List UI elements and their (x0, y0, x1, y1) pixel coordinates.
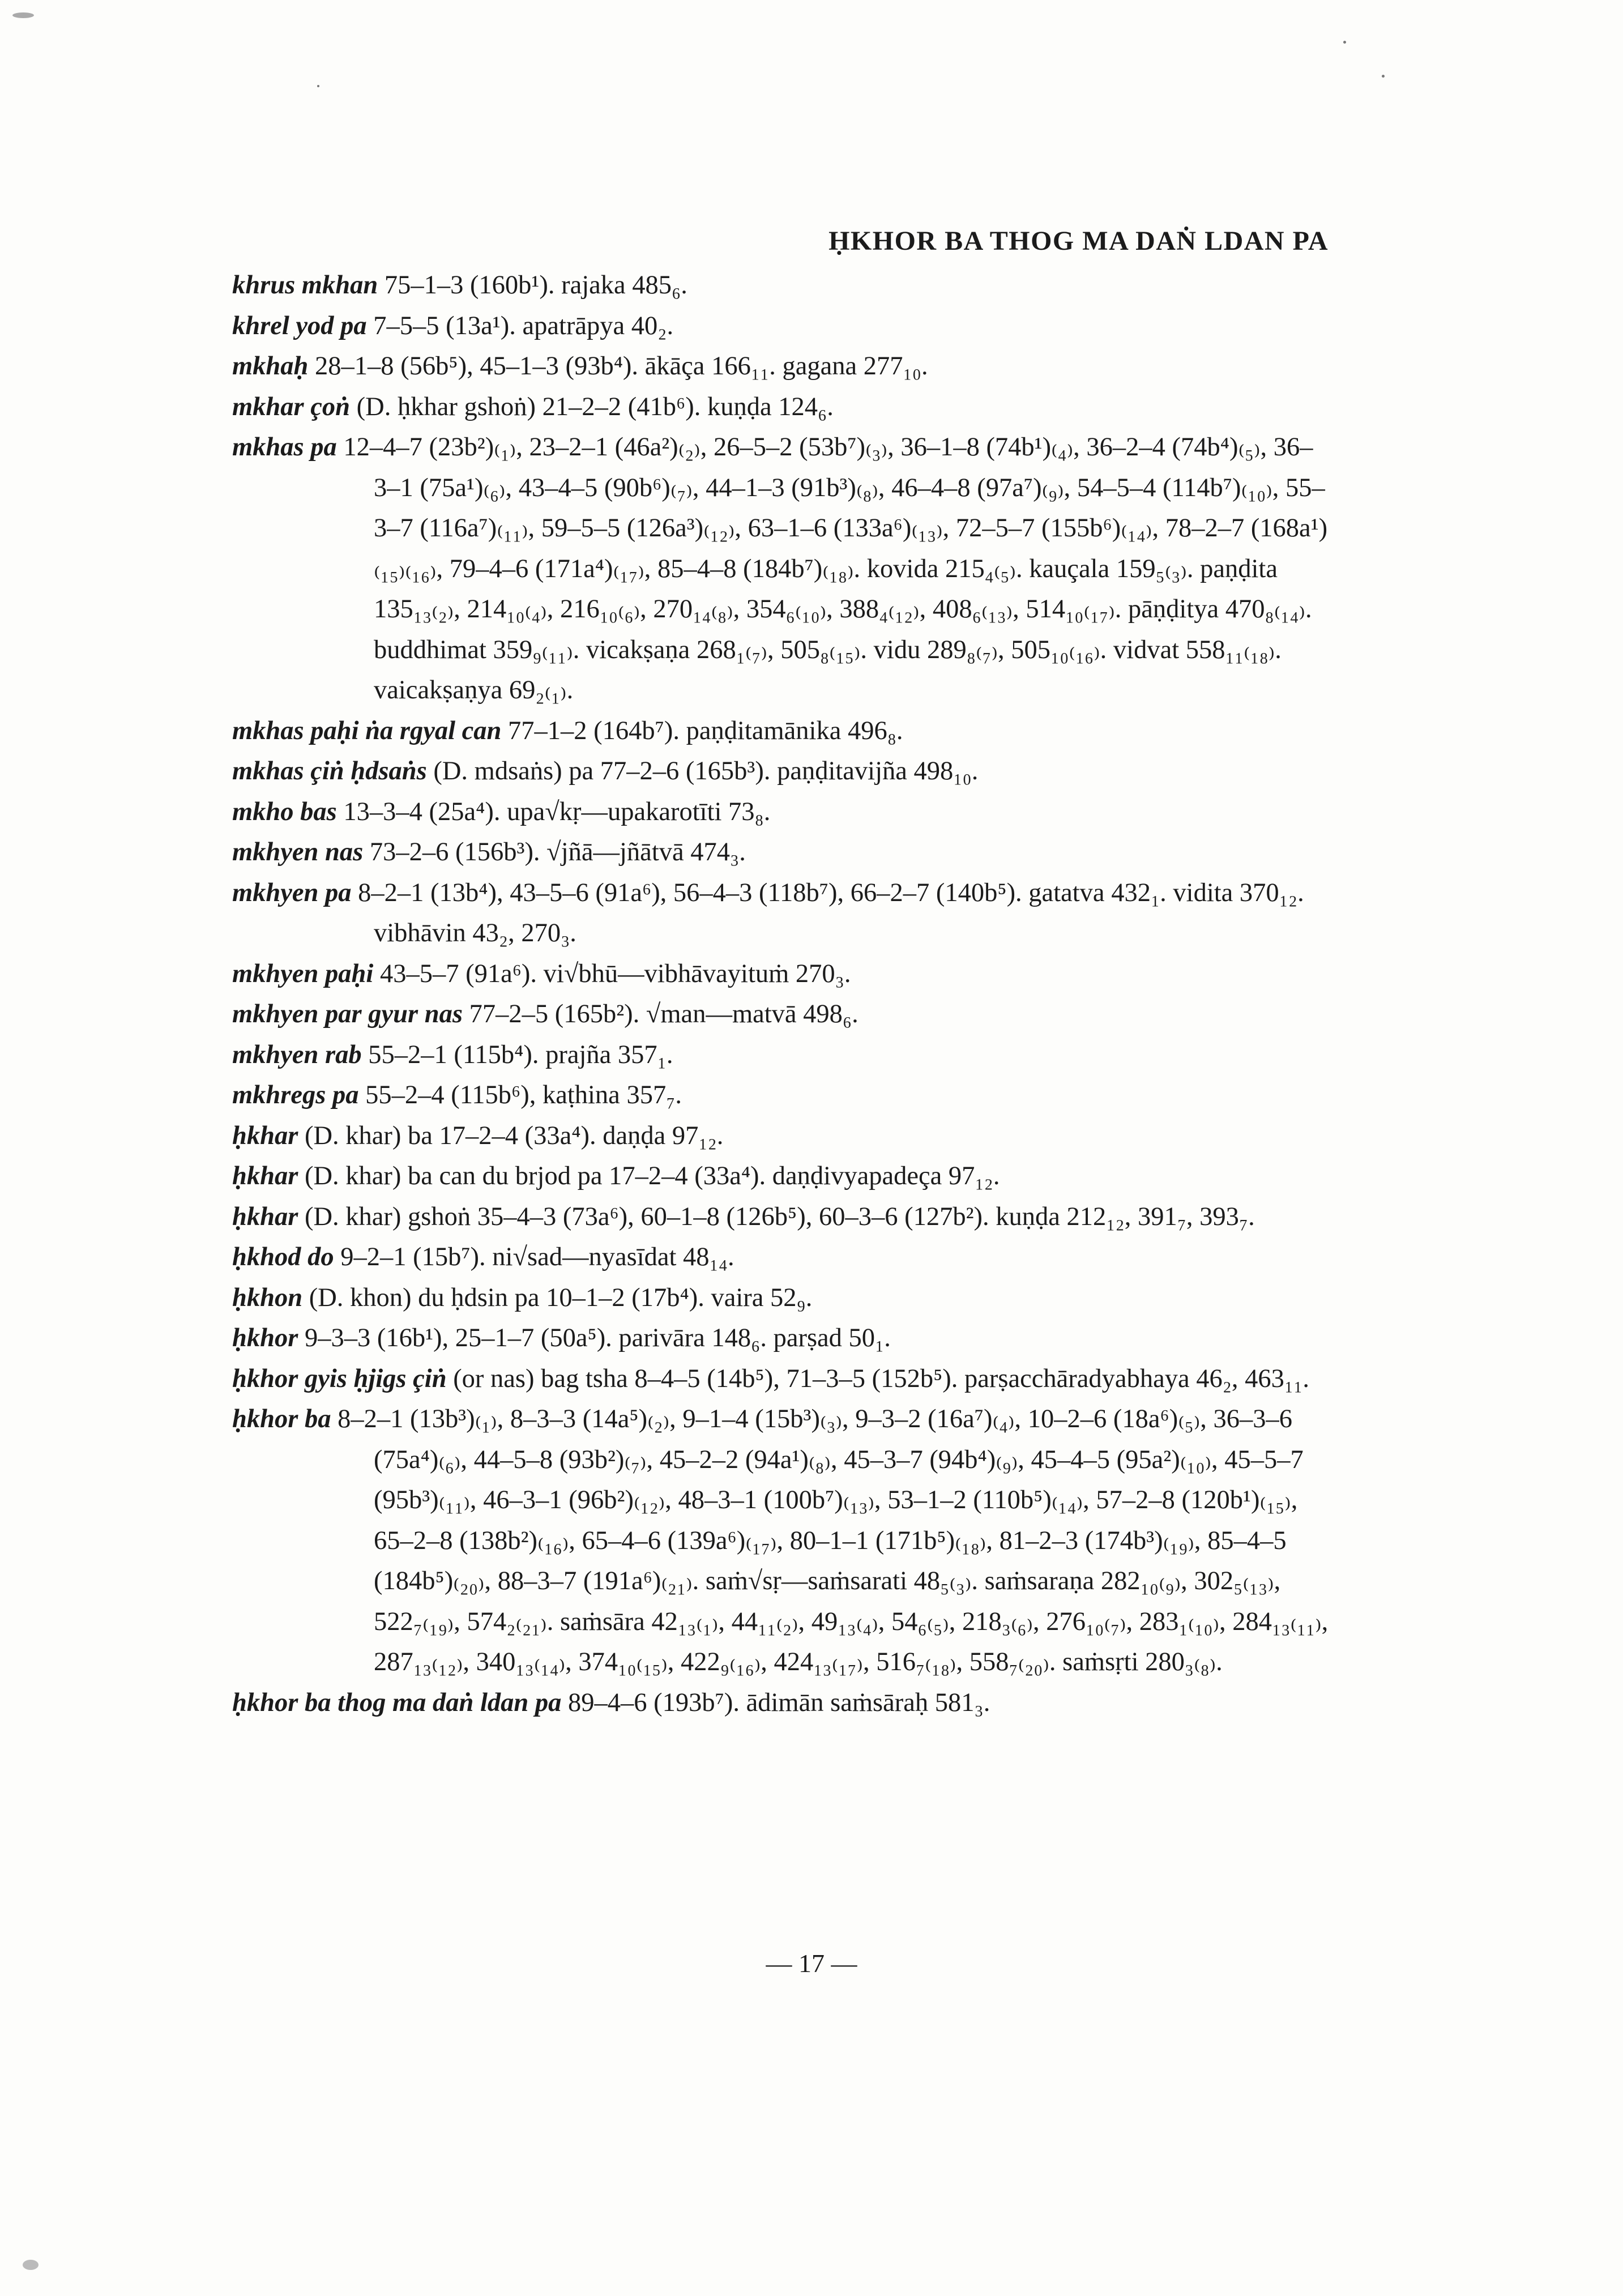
entry-text: (D. ḥkhar gshoṅ) 21–2–2 (41b⁶). kuṇḍa 124₆. (356, 392, 834, 421)
entry-text: 13–3–4 (25a⁴). upa√kṛ—upakarotīti 73₈. (343, 797, 771, 826)
entry-text: (D. khar) ba 17–2–4 (33a⁴). daṇḍa 97₁₂. (304, 1121, 724, 1150)
entry-headword: mkhaḥ (232, 352, 309, 381)
dictionary-entry (232, 832, 1331, 873)
dictionary-entry (232, 346, 1331, 387)
entry-headword: ḥkhor (232, 1324, 298, 1352)
dictionary-entry (232, 994, 1331, 1035)
scan-speck (12, 12, 34, 18)
dictionary-entry (232, 1116, 1331, 1156)
entry-headword: ḥkhar (232, 1202, 298, 1231)
entry-text: 55–2–4 (115b⁶), kaṭhina 357₇. (365, 1081, 682, 1109)
entry-headword: mkhyen pa (232, 878, 352, 907)
dictionary-entry (232, 1156, 1331, 1197)
entry-list (232, 265, 1331, 1723)
entry-text: 43–5–7 (91a⁶). vi√bhū—vibhāvayituṁ 270₃. (379, 959, 851, 988)
dictionary-entry (232, 1278, 1331, 1318)
entry-headword: khrus mkhan (232, 271, 378, 300)
entry-headword: ḥkhor gyis ḥjigs çiṅ (232, 1364, 447, 1393)
entry-headword: mkhas paḥi ṅa rgyal can (232, 716, 502, 745)
dictionary-entry (232, 427, 1331, 711)
scan-speck (23, 2260, 39, 2270)
dictionary-entry (232, 954, 1331, 995)
running-header: ḤKHOR BA THOG MA DAṄ LDAN PA (828, 226, 1329, 256)
entry-headword: ḥkhar (232, 1162, 298, 1190)
entry-headword: mkhas çiṅ ḥdsaṅs (232, 757, 427, 786)
entry-text: 8–2–1 (13b³)₍₁₎, 8–3–3 (14a⁵)₍₂₎, 9–1–4 (15b³)₍₃₎, 9–3–2 (16a⁷)₍₄₎, 10–2–6 (18a⁶)₍₅₎, 36–3–6 (75a⁴)₍₆₎, 44–5–8 (93b²)₍₇₎, 45–2–2 (94a¹)₍₈₎, 45–3–7 (94b⁴)₍₉₎, 45–4–5 (95a²)₍₁₀₎, 45–5–7 (95b³)₍₁₁₎, 46–3–1 (96b²)₍₁₂₎, 48–3–1 (100b⁷)₍₁₃₎, 53–1–2 (110b⁵)₍₁₄₎, 57–2–8 (120b¹)₍₁₅₎, 65–2–8 (138b²)₍₁₆₎, 65–4–6 (139a⁶)₍₁₇₎, 80–1–1 (171b⁵)₍₁₈₎, 81–2–3 (174b³)₍₁₉₎, 85–4–5 (184b⁵)₍₂₀₎, 88–3–7 (191a⁶)₍₂₁₎. saṁ√sṛ—saṁsarati 48₅₍₃₎. saṁsaraṇa 282₁₀₍₉₎, 302₅₍₁₃₎, 522₇₍₁₉₎, 574₂₍₂₁₎. saṁsāra 42₁₃₍₁₎, 44₁₁₍₂₎, 49₁₃₍₄₎, 54₆₍₅₎, 218₃₍₆₎, 276₁₀₍₇₎, 283₁₍₁₀₎, 284₁₃₍₁₁₎, 287₁₃₍₁₂₎, 340₁₃₍₁₄₎, 374₁₀₍₁₅₎, 422₉₍₁₆₎, 424₁₃₍₁₇₎, 516₇₍₁₈₎, 558₇₍₂₀₎. saṁsṛti 280₃₍₈₎. (338, 1405, 1329, 1676)
entry-headword: khrel yod pa (232, 311, 367, 340)
dictionary-entry (232, 387, 1331, 428)
dictionary-entry (232, 306, 1331, 347)
entry-text: 77–2–5 (165b²). √man—matvā 498₆. (469, 1000, 859, 1028)
entry-headword: mkhas pa (232, 433, 337, 462)
dictionary-entry (232, 1359, 1331, 1399)
entry-text: 8–2–1 (13b⁴), 43–5–6 (91a⁶), 56–4–3 (118b⁷), 66–2–7 (140b⁵). gatatva 432₁. vidita 370₁₂. vibhāvin 43₂, 270₃. (358, 878, 1304, 948)
dictionary-entry (232, 873, 1331, 954)
dictionary-entry (232, 265, 1331, 306)
entry-text: 9–2–1 (15b⁷). ni√sad—nyasīdat 48₁₄. (340, 1243, 734, 1271)
dictionary-entry (232, 1399, 1331, 1683)
entry-headword: mkhar çoṅ (232, 392, 351, 421)
entry-text: 89–4–6 (193b⁷). ādimān saṁsāraḥ 581₃. (568, 1688, 990, 1717)
entry-text: 77–1–2 (164b⁷). paṇḍitamānika 496₈. (508, 716, 903, 745)
entry-text: 75–1–3 (160b¹). rajaka 485₆. (384, 271, 687, 300)
entry-headword: mkhyen nas (232, 838, 364, 867)
dictionary-entry (232, 1318, 1331, 1359)
entry-text: (D. khar) gshoṅ 35–4–3 (73a⁶), 60–1–8 (126b⁵), 60–3–6 (127b²). kuṇḍa 212₁₂, 391₇, 393₇. (304, 1202, 1255, 1231)
entry-text: 9–3–3 (16b¹), 25–1–7 (50a⁵). parivāra 148₆. parṣad 50₁. (304, 1324, 891, 1352)
entry-headword: mkhyen paḥi (232, 959, 374, 988)
entry-headword: ḥkhon (232, 1283, 303, 1312)
entry-text: 7–5–5 (13a¹). apatrāpya 40₂. (373, 311, 674, 340)
scan-speck (1382, 75, 1385, 78)
dictionary-entry (232, 711, 1331, 752)
dictionary-entry (232, 1035, 1331, 1076)
dictionary-entry (232, 1197, 1331, 1237)
page-number: — 17 — (766, 1949, 857, 1978)
entry-headword: mkhregs pa (232, 1081, 359, 1109)
entry-headword: mkhyen rab (232, 1040, 362, 1069)
entry-text: 73–2–6 (156b³). √jñā—jñātvā 474₃. (369, 838, 746, 867)
entry-headword: mkho bas (232, 797, 337, 826)
entry-text: 28–1–8 (56b⁵), 45–1–3 (93b⁴). ākāça 166₁₁. gagana 277₁₀. (315, 352, 928, 381)
scan-speck (1343, 41, 1346, 44)
entry-headword: mkhyen par gyur nas (232, 1000, 463, 1028)
dictionary-entry (232, 1237, 1331, 1278)
entry-text: (D. khon) du ḥdsin pa 10–1–2 (17b⁴). vaira 52₉. (309, 1283, 813, 1312)
dictionary-entry (232, 1683, 1331, 1723)
entry-headword: ḥkhar (232, 1121, 298, 1150)
entry-text: (D. khar) ba can du brjod pa 17–2–4 (33a⁴). daṇḍivyapadeça 97₁₂. (304, 1162, 1000, 1190)
entry-text: (or nas) bag tsha 8–4–5 (14b⁵), 71–3–5 (152b⁵). parṣacchāradyabhaya 46₂, 463₁₁. (453, 1364, 1309, 1393)
entry-headword: ḥkhod do (232, 1243, 334, 1271)
entry-headword: ḥkhor ba thog ma daṅ ldan pa (232, 1688, 562, 1717)
scan-speck (317, 85, 319, 87)
entry-text: 55–2–1 (115b⁴). prajña 357₁. (368, 1040, 673, 1069)
dictionary-entry (232, 792, 1331, 833)
entry-headword: ḥkhor ba (232, 1405, 331, 1433)
entry-text: 12–4–7 (23b²)₍₁₎, 23–2–1 (46a²)₍₂₎, 26–5–2 (53b⁷)₍₃₎, 36–1–8 (74b¹)₍₄₎, 36–2–4 (74b⁴)₍₅₎, 36–3–1 (75a¹)₍₆₎, 43–4–5 (90b⁶)₍₇₎, 44–1–3 (91b³)₍₈₎, 46–4–8 (97a⁷)₍₉₎, 54–5–4 (114b⁷)₍₁₀₎, 55–3–7 (116a⁷)₍₁₁₎, 59–5–5 (126a³)₍₁₂₎, 63–1–6 (133a⁶)₍₁₃₎, 72–5–7 (155b⁶)₍₁₄₎, 78–2–7 (168a¹)₍₁₅₎₍₁₆₎, 79–4–6 (171a⁴)₍₁₇₎, 85–4–8 (184b⁷)₍₁₈₎. kovida 215₄₍₅₎. kauçala 159₅₍₃₎. paṇḍita 135₁₃₍₂₎, 214₁₀₍₄₎, 216₁₀₍₆₎, 270₁₄₍₈₎, 354₆₍₁₀₎, 388₄₍₁₂₎, 408₆₍₁₃₎, 514₁₀₍₁₇₎. pāṇḍitya 470₈₍₁₄₎. buddhimat 359₉₍₁₁₎. vicakṣaṇa 268₁₍₇₎, 505₈₍₁₅₎. vidu 289₈₍₇₎, 505₁₀₍₁₆₎. vidvat 558₁₁₍₁₈₎. vaicakṣaṇya 69₂₍₁₎. (343, 433, 1328, 705)
dictionary-entry (232, 751, 1331, 792)
dictionary-entry (232, 1075, 1331, 1116)
entry-text: (D. mdsaṅs) pa 77–2–6 (165b³). paṇḍitavijña 498₁₀. (433, 757, 979, 786)
